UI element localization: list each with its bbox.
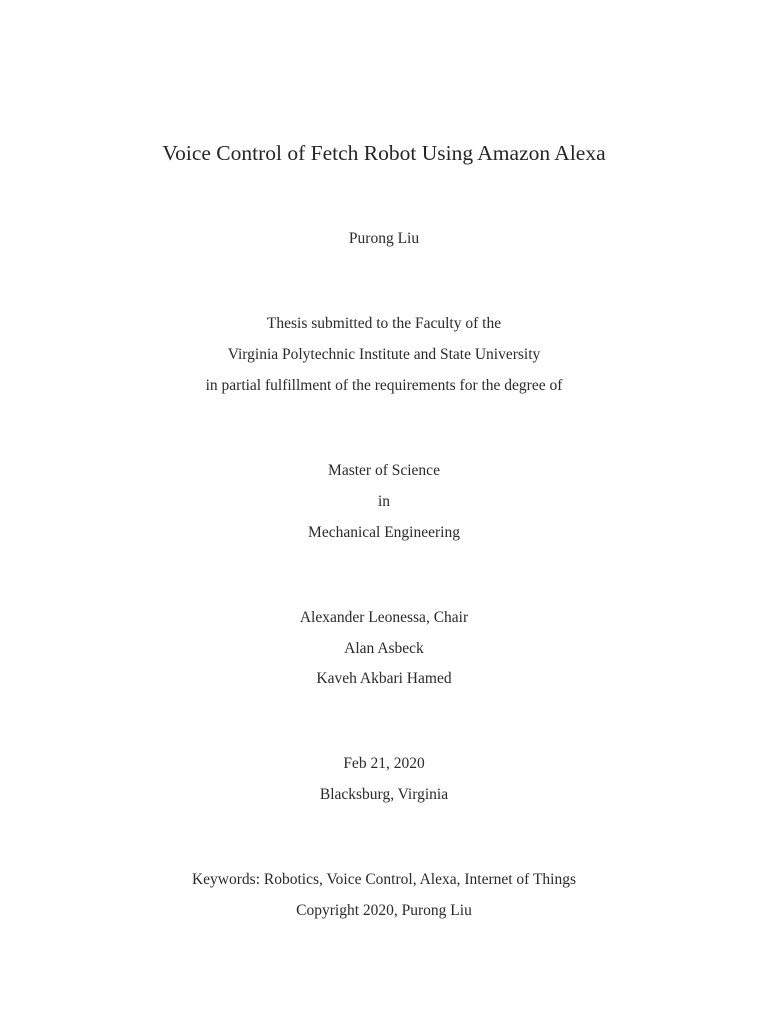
thesis-title: Voice Control of Fetch Robot Using Amazon Alexa [162,141,606,165]
committee-member: Alan Asbeck [344,640,424,657]
keywords: Keywords: Robotics, Voice Control, Alexa, Internet of Things [191,871,576,888]
committee-member: Kaveh Akbari Hamed [316,670,452,687]
defense-date: Feb 21, 2020 [343,755,425,772]
location: Blacksburg, Virginia [319,786,449,803]
committee-member: Alexander Leonessa, Chair [299,609,469,626]
submission-line-3: in partial fulfillment of the requirements for the degree of [205,377,563,394]
submission-line-1: Thesis submitted to the Faculty of the [266,315,502,332]
degree-name: Master of Science [328,462,440,479]
author-name: Purong Liu [348,230,420,247]
submission-line-2: Virginia Polytechnic Institute and State University [227,346,541,363]
degree-field: Mechanical Engineering [308,524,460,541]
copyright-notice: Copyright 2020, Purong Liu [296,902,472,919]
degree-connector: in [377,493,391,510]
